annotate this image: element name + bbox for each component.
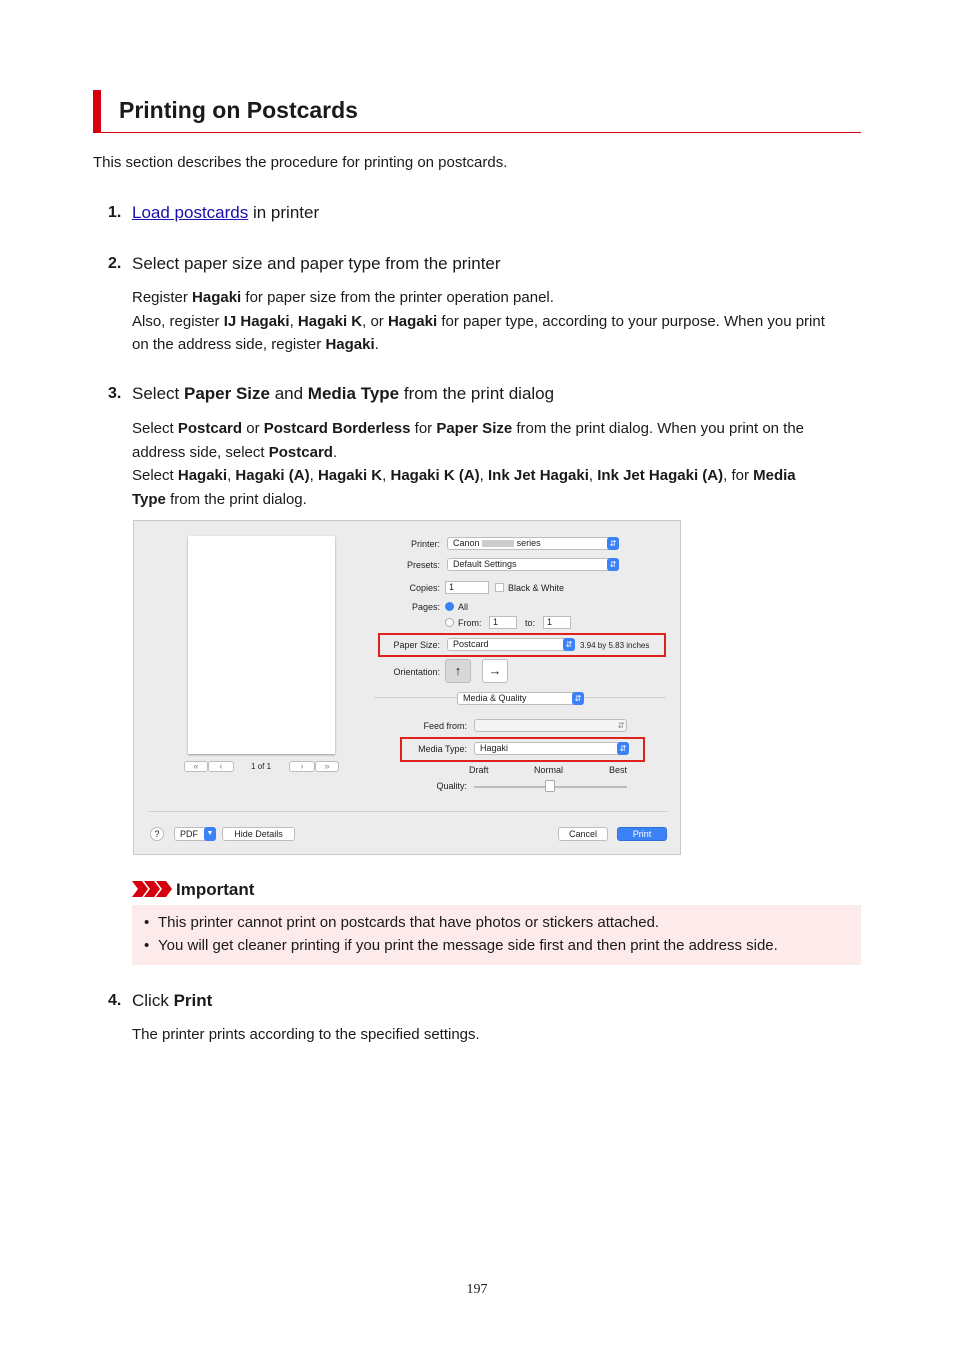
quality-draft-label: Draft xyxy=(469,765,489,775)
paper-size-select[interactable]: Postcard ⇵ xyxy=(447,638,575,651)
step-1 xyxy=(0,202,954,226)
para-line: address side, select Postcard. xyxy=(132,443,338,461)
media-type-select[interactable]: Hagaki ⇵ xyxy=(474,742,629,755)
step-2-description xyxy=(132,286,862,357)
feed-from-label: Feed from: xyxy=(423,721,467,731)
page-preview xyxy=(188,536,335,754)
chevron-updown-icon: ⇵ xyxy=(617,721,625,730)
chevron-updown-icon: ⇵ xyxy=(563,638,575,651)
para-line: Type from the print dialog. xyxy=(132,490,307,508)
title-accent-bar xyxy=(93,90,101,133)
portrait-orientation-button[interactable]: ↑ xyxy=(445,659,471,683)
step-number: 4. xyxy=(108,992,122,1009)
pages-from-radio[interactable] xyxy=(445,618,454,627)
page-count: 1 of 1 xyxy=(251,762,272,771)
black-white-label: Black & White xyxy=(508,583,565,593)
landscape-orientation-button[interactable]: → xyxy=(482,659,508,683)
list-item: • This printer cannot print on postcards that have photos or stickers attached. xyxy=(158,914,659,931)
important-arrow-icon xyxy=(132,880,172,903)
title-underline xyxy=(101,132,861,133)
presets-select[interactable]: Default Settings ⇵ xyxy=(447,558,619,571)
last-page-button[interactable]: » xyxy=(315,761,339,772)
pages-all-label: All xyxy=(458,602,469,612)
quality-label: Quality: xyxy=(436,781,467,791)
step-3 xyxy=(0,383,954,407)
cancel-button[interactable]: Cancel xyxy=(558,827,608,841)
paper-dimensions: 3.94 by 5.83 inches xyxy=(580,641,650,650)
quality-normal-label: Normal xyxy=(534,765,564,775)
pages-all-radio[interactable] xyxy=(445,602,454,611)
help-button[interactable]: ? xyxy=(150,827,164,841)
intro-text: This section describes the procedure for printing on postcards. xyxy=(93,154,508,171)
printer-select[interactable]: Canon series ⇵ xyxy=(447,537,619,550)
page-title: Printing on Postcards xyxy=(119,97,358,123)
hide-details-button[interactable]: Hide Details xyxy=(222,827,295,841)
presets-label: Presets: xyxy=(406,560,440,570)
quality-slider-thumb[interactable] xyxy=(545,780,555,792)
para-line: on the address side, register Hagaki. xyxy=(132,336,379,353)
paper-size-label: Paper Size: xyxy=(393,640,440,650)
chevron-updown-icon: ⇵ xyxy=(607,558,619,571)
load-postcards-link[interactable]: Load postcards xyxy=(132,203,249,222)
chevron-updown-icon: ⇵ xyxy=(572,692,584,705)
black-white-checkbox[interactable] xyxy=(495,583,504,592)
step-number: 3. xyxy=(108,385,122,402)
media-type-label: Media Type: xyxy=(418,744,467,754)
feed-from-select[interactable] xyxy=(474,719,627,732)
prev-page-button[interactable]: ‹ xyxy=(208,761,234,772)
step-text: Click Print xyxy=(132,991,213,1010)
para-line: Select Postcard or Postcard Borderless for Paper Size from the print dialog. When you print on the xyxy=(132,420,805,437)
to-label: to: xyxy=(525,618,536,628)
from-input[interactable]: 1 xyxy=(489,616,517,629)
copies-input[interactable]: 1 xyxy=(445,581,489,594)
pdf-button[interactable]: PDF ▼ xyxy=(174,827,216,841)
print-dialog-screenshot xyxy=(133,520,681,855)
para-line: Select Hagaki, Hagaki (A), Hagaki K, Hagaki K (A), Ink Jet Hagaki, Ink Jet Hagaki (A), for Media xyxy=(132,467,796,484)
printer-label: Printer: xyxy=(410,539,440,549)
to-input[interactable]: 1 xyxy=(543,616,571,629)
pages-from-label: From: xyxy=(458,618,482,628)
step-text: Select paper size and paper type from the printer xyxy=(132,254,501,273)
step-text-rest: in printer xyxy=(248,203,320,222)
divider xyxy=(148,811,668,812)
step-text: Select Paper Size and Media Type from the print dialog xyxy=(132,384,555,403)
printer-name-redacted xyxy=(482,540,514,547)
step-3-description xyxy=(132,417,862,511)
para-line: Also, register IJ Hagaki, Hagaki K, or Hagaki for paper type, according to your purpose. When you print xyxy=(132,312,825,330)
step-number: 2. xyxy=(108,255,122,272)
chevron-down-icon: ▼ xyxy=(204,827,216,841)
chevron-updown-icon: ⇵ xyxy=(617,742,629,755)
copies-label: Copies: xyxy=(409,583,440,593)
step-4-description: The printer prints according to the specified settings. xyxy=(132,1026,480,1043)
step-text xyxy=(132,203,319,223)
list-item: • You will get cleaner printing if you print the message side first and then print the address side. xyxy=(158,937,778,954)
page-number: 197 xyxy=(466,1282,488,1297)
important-box xyxy=(132,905,861,965)
next-page-button[interactable]: › xyxy=(289,761,315,772)
section-select[interactable]: Media & Quality ⇵ xyxy=(457,692,584,705)
pages-label: Pages: xyxy=(411,602,440,612)
print-button[interactable]: Print xyxy=(617,827,667,841)
orientation-label: Orientation: xyxy=(393,667,440,677)
step-4 xyxy=(0,990,954,1014)
step-number: 1. xyxy=(108,204,122,221)
quality-best-label: Best xyxy=(609,765,628,775)
para-line: Register Hagaki for paper size from the printer operation panel. xyxy=(132,289,554,306)
important-title: Important xyxy=(176,880,255,899)
step-2 xyxy=(0,253,954,277)
first-page-button[interactable]: « xyxy=(184,761,208,772)
chevron-updown-icon: ⇵ xyxy=(607,537,619,550)
